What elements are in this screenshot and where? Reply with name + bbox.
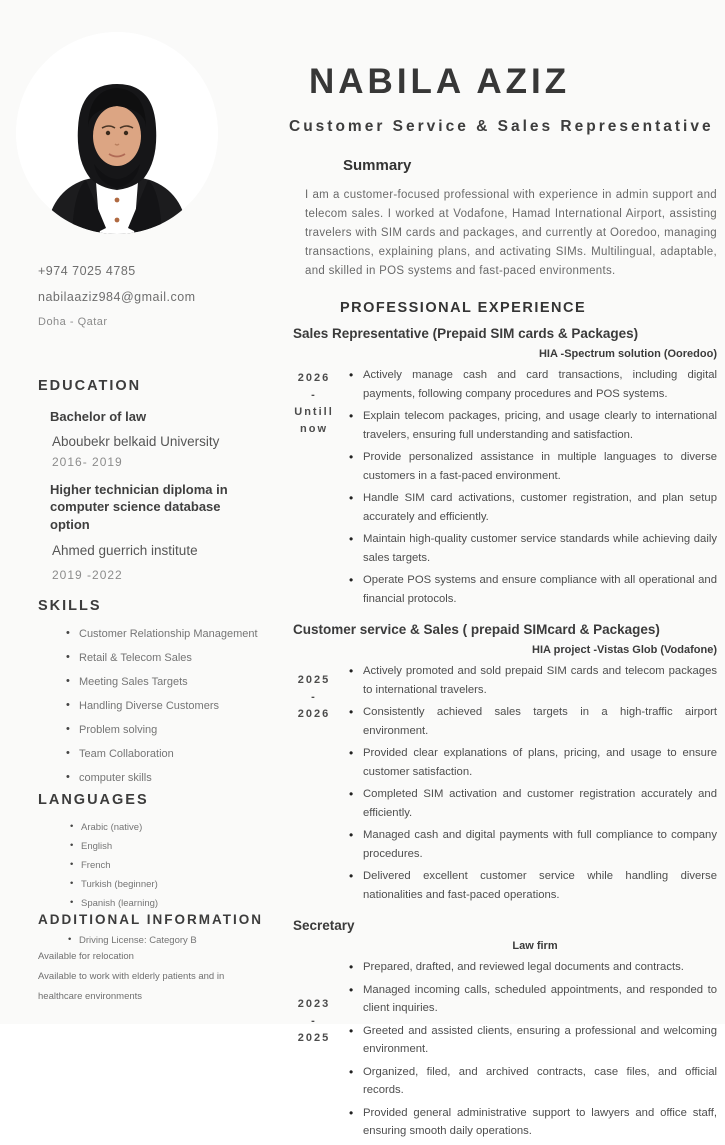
skill-item: • Meeting Sales Targets bbox=[66, 676, 263, 688]
phone-number: +974 7025 4785 bbox=[38, 264, 136, 278]
contact-block bbox=[38, 264, 196, 340]
candidate-name: NABILA AZIZ bbox=[309, 62, 571, 101]
date-to: 2025 bbox=[297, 1032, 331, 1044]
job-bullet: • Provided clear explanations of plans, pricing, and usage to ensure customer satisfaction. bbox=[345, 744, 717, 781]
experience-heading: PROFESSIONAL EXPERIENCE bbox=[340, 300, 587, 316]
additional-info-list bbox=[38, 935, 263, 946]
job-bullet: • Organized, filed, and archived contracts, case files, and official records. bbox=[345, 1063, 717, 1100]
job-bullet: • Provided general administrative support to lawyers and office staff, ensuring smooth daily operations. bbox=[345, 1104, 717, 1141]
language-item: • French bbox=[70, 860, 263, 871]
skill-item: • Customer Relationship Management bbox=[66, 628, 263, 640]
additional-info-item: • Driving License: Category B bbox=[68, 935, 263, 946]
job-bullet: • Managed incoming calls, scheduled appointments, and responded to client inquiries. bbox=[345, 981, 717, 1018]
job-bullet: • Maintain high-quality customer service standards while achieving daily sales targets. bbox=[345, 530, 717, 567]
summary-heading: Summary bbox=[343, 157, 412, 174]
skill-item: • Retail & Telecom Sales bbox=[66, 652, 263, 664]
skill-item: • computer skills bbox=[66, 772, 263, 784]
date-separator: - bbox=[311, 1015, 317, 1027]
profile-photo bbox=[16, 32, 218, 234]
school-name: Aboubekr belkaid University bbox=[52, 433, 220, 449]
job-bullet: • Handle SIM card activations, customer registration, and plan setup accurately and efficiently. bbox=[345, 489, 717, 526]
job-bullet: • Managed cash and digital payments with full compliance to company procedures. bbox=[345, 826, 717, 863]
skills-list bbox=[38, 628, 263, 784]
date-from: 2023 bbox=[297, 998, 331, 1010]
education-heading: EDUCATION bbox=[38, 378, 142, 394]
email-address: nabilaaziz984@gmail.com bbox=[38, 290, 196, 304]
skill-item: • Team Collaboration bbox=[66, 748, 263, 760]
job-dates bbox=[283, 672, 345, 908]
education-item bbox=[38, 408, 263, 469]
job-bullet: • Provide personalized assistance in multiple languages to diverse customers in a fast-paced environment. bbox=[345, 448, 717, 485]
job-dates bbox=[283, 996, 345, 1145]
job-company: HIA -Spectrum solution (Ooredoo) bbox=[538, 348, 717, 360]
job-entry bbox=[283, 326, 717, 612]
job-bullet-list bbox=[345, 958, 717, 1145]
skill-item: • Problem solving bbox=[66, 724, 263, 736]
languages-list bbox=[38, 822, 263, 909]
skills-section bbox=[38, 598, 263, 796]
job-entry bbox=[283, 918, 717, 1145]
date-to: Untill now bbox=[294, 406, 334, 435]
education-section bbox=[38, 378, 263, 588]
summary-text: I am a customer-focused professional with experience in admin support and telecom sales. I worked at Vodafone, Hamad International Airport, assisting travelers with SIM cards and packages, and currently at Ooredoo, managing transactions, explaining plans, and activating SIMs. Multilingual, adaptable, and skilled in POS systems and fast-paced environments. bbox=[305, 189, 717, 277]
job-company: Law firm bbox=[512, 940, 558, 952]
additional-info-heading: ADDITIONAL INFORMATION bbox=[38, 912, 263, 927]
skills-heading: SKILLS bbox=[38, 598, 102, 614]
language-item: • English bbox=[70, 841, 263, 852]
additional-info-line: Available to work with elderly patients and in bbox=[38, 970, 225, 982]
date-from: 2026 bbox=[297, 372, 331, 384]
education-item bbox=[38, 481, 263, 583]
degree-title: Higher technician diploma in computer science database option bbox=[50, 481, 228, 532]
job-entry bbox=[283, 622, 717, 908]
study-years: 2016- 2019 bbox=[52, 454, 123, 469]
job-bullet: • Actively manage cash and card transactions, including digital payments, following company procedures and POS systems. bbox=[345, 366, 717, 403]
job-bullet: • Operate POS systems and ensure compliance with all operational and financial protocols. bbox=[345, 571, 717, 608]
job-bullet: • Completed SIM activation and customer registration accurately and efficiently. bbox=[345, 785, 717, 822]
profile-photo-illustration bbox=[16, 32, 218, 234]
job-company: HIA project -Vistas Glob (Vodafone) bbox=[532, 644, 717, 656]
job-bullet: • Delivered excellent customer service while handling diverse nationalities and fast-paced operations. bbox=[345, 867, 717, 904]
date-from: 2025 bbox=[297, 674, 331, 686]
job-bullet: • Actively promoted and sold prepaid SIM cards and telecom packages to international travelers. bbox=[345, 662, 717, 699]
date-separator: - bbox=[311, 691, 317, 703]
location: Doha - Qatar bbox=[38, 316, 108, 328]
right-column bbox=[283, 58, 717, 1145]
language-item: • Turkish (beginner) bbox=[70, 879, 263, 890]
language-item: • Arabic (native) bbox=[70, 822, 263, 833]
job-dates bbox=[283, 370, 345, 612]
additional-info-line: Available for relocation bbox=[38, 951, 134, 962]
job-bullet-list bbox=[345, 662, 717, 908]
additional-info-line: healthcare environments bbox=[38, 990, 143, 1002]
languages-heading: LANGUAGES bbox=[38, 792, 149, 808]
job-bullet: • Prepared, drafted, and reviewed legal documents and contracts. bbox=[345, 958, 717, 977]
languages-section bbox=[38, 792, 263, 917]
candidate-title: Customer Service & Sales Representative bbox=[289, 118, 714, 135]
job-bullet: • Consistently achieved sales targets in a high-traffic airport environment. bbox=[345, 703, 717, 740]
job-bullet-list bbox=[345, 366, 717, 612]
job-title: Secretary bbox=[293, 918, 355, 933]
date-to: 2026 bbox=[297, 708, 331, 720]
job-bullet: • Explain telecom packages, pricing, and usage clearly to international travelers, ensuring full understanding and satisfaction. bbox=[345, 407, 717, 444]
additional-info-section bbox=[38, 912, 263, 1012]
degree-title: Bachelor of law bbox=[50, 409, 147, 424]
job-title: Customer service & Sales ( prepaid SIMcard & Packages) bbox=[293, 622, 660, 637]
job-bullet: • Greeted and assisted clients, ensuring a professional and welcoming environment. bbox=[345, 1022, 717, 1059]
job-title: Sales Representative (Prepaid SIM cards & Packages) bbox=[293, 326, 639, 341]
school-name: Ahmed guerrich institute bbox=[52, 543, 198, 559]
language-item: • Spanish (learning) bbox=[70, 898, 263, 909]
date-separator: - bbox=[311, 389, 317, 401]
study-years: 2019 -2022 bbox=[52, 568, 123, 583]
skill-item: • Handling Diverse Customers bbox=[66, 700, 263, 712]
